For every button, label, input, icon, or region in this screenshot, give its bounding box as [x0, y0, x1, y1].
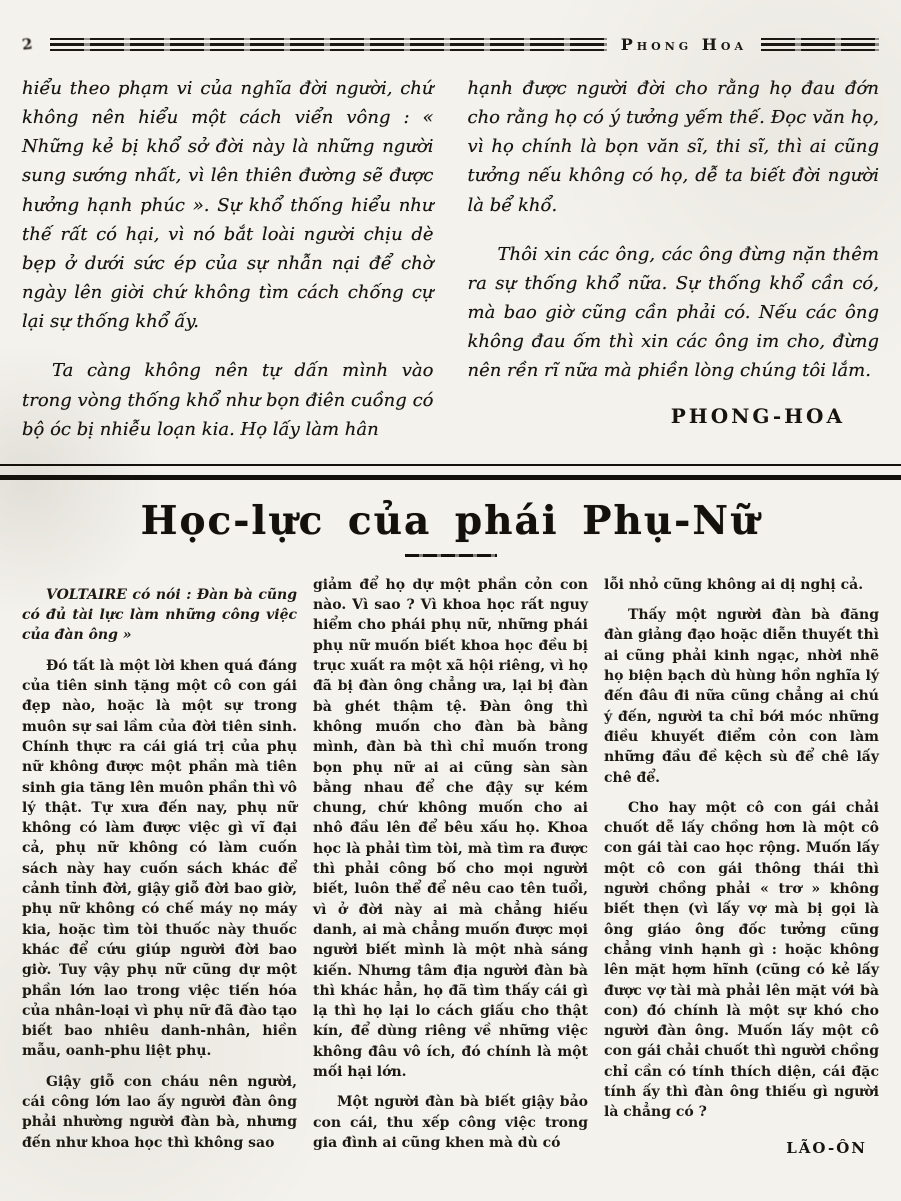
section-divider-rule — [0, 464, 901, 480]
paragraph: giảm để họ dự một phần cỏn con nào. Vì sao ? Vì khoa học rất nguy hiểm cho phái phụ nữ, những phái phụ nữ muốn biết khoa học đều bị trục xuất ra một xã hội riêng, vì họ đã bị đàn ông chẳng ưa, lại bị đàn bà ghét thậm tệ. Đàn ông thì không muốn cho đàn bà bằng mình, đàn bà thì chỉ muốn trong bọn phụ nữ ai ai cũng sàn sàn bằng nhau để che đậy sự kém chung, chứ không muốn cho ai nhô đầu lên để bêu xấu họ. Khoa học là phải tìm tòi, mà tìm ra được thì phải công bố cho mọi người biết, luôn thể để nêu cao tên tuổi, vì ở đời này ai mà chẳng hiếu danh, ai mà chẳng muốn được mọi người biết mình là một nhà sáng kiến. Nhưng tâm địa người đàn bà thì khác hẳn, họ đã tìm thấy cái gì lạ thì họ lại lo cách giấu cho thật kín, để dùng riêng về những việc không đâu vô ích, đó chính là một mối hại lớn. — [313, 576, 588, 1080]
body-column-2 — [313, 575, 588, 1157]
masthead-rule-left — [50, 38, 607, 51]
continuation-column-left — [22, 74, 434, 444]
article-continuation — [22, 74, 879, 444]
continuation-column-right — [468, 74, 880, 444]
paragraph: hiểu theo phạm vi của nghĩa đời người, chứ không nên hiểu một cách viển vông : « Những kẻ bị khổ sở đời này là những người sung sướng nhất, vì lên thiên đường sẽ được hưởng hạnh phúc ». Sự khổ thống hiểu như thế rất có hại, vì nó bắt loài người chịu dè bẹp ở dưới sức ép của sự nhẫn nại để chờ ngày lên giời chứ không tìm cách chống cự lại sự thống khổ ấy. — [22, 78, 434, 333]
masthead-rule-right — [761, 38, 879, 51]
masthead — [22, 30, 879, 58]
paragraph: Cho hay một cô con gái chải chuốt dễ lấy chồng hơn là một cô con gái tài cao học rộng. Muốn lấy một cô con gái thông thái thì người chồng phải « trơ » không biết thẹn (vì lấy vợ mà bị gọi là ông giáo ông đốc tưởng cũng chẳng vinh hạnh gì : hoặc không lên mặt hợm hĩnh (cũng có kẻ lấy được vợ tài mà phải lên mặt với bà con) đó chính là một sự khó cho người đàn ông. Muốn lấy một cô con gái chải chuốt thì người chồng chỉ cần có tính thích diện, cái đặc tính ấy thì đàn ông thiếu gì người là chẳng có ? — [604, 799, 879, 1121]
page-number: 2 — [21, 34, 34, 54]
paragraph: hạnh được người đời cho rằng họ đau đớn cho rằng họ có ý tưởng yếm thế. Đọc văn họ, vì họ chính là bọn văn sĩ, thi sĩ, thì ai cũng tưởng nếu không có họ, dễ ta biết đời người là bể khổ. — [467, 78, 879, 216]
signature-lao-on: LÃO-ÔN — [786, 1138, 867, 1157]
signature-phong-hoa: PHONG-HOA — [670, 403, 845, 428]
lead-paragraph: VOLTAIRE có nói : Đàn bà cũng có đủ tài lực làm những công việc của đàn ông » — [22, 586, 297, 644]
body-column-3 — [604, 575, 879, 1157]
article-headline: Học-lực của phái Phụ-Nữ — [140, 497, 761, 544]
body-column-1 — [22, 575, 297, 1157]
paragraph: Giậy giỗ con cháu nên người, cái công lớn lao ấy người đàn ông phải nhường người đàn bà, nhưng đến như khoa học thì không sao — [22, 1073, 297, 1151]
headline-underline-rule — [405, 554, 497, 557]
paragraph: Đó tất là một lời khen quá đáng của tiên sinh tặng một cô con gái đẹp nào, hoặc là một sự trong muôn sự sai lầm của đời tiên sinh. Chính thực ra cái giá trị của phụ nữ không được một phần mà tiên sinh gia tăng lên muôn phần thì vô lý thật. Tự xưa đến nay, phụ nữ không có làm được việc gì vĩ đại cả, phụ nữ không có làm cuốn sách này hay cuốn sách khác để cảnh tỉnh đời, giậy giỗ đời bao giờ, phụ nữ không có chế máy nọ máy kia, hoặc tìm tòi thuốc này thuốc khác để cứu giúp người đời bao giờ. Tuy vậy phụ nữ cũng dự một phần lớn lao trong việc tiến hóa của nhân-loại vì phụ nữ đã đào tạo biết bao nhiêu danh-nhân, hiền mẫu, oanh-phu liệt phụ. — [22, 657, 297, 1060]
paragraph: Một người đàn bà biết giậy bảo con cái, thu xếp công việc trong gia đình ai cũng khen mà dù có — [313, 1094, 588, 1151]
paragraph: Ta càng không nên tự dấn mình vào trong vòng thống khổ như bọn điên cuồng có bộ óc bị nhiễu loạn kia. Họ lấy làm hân — [22, 360, 434, 440]
paragraph: lỗi nhỏ cũng không ai dị nghị cả. — [604, 576, 864, 593]
article-hocluc-body — [22, 575, 879, 1157]
paragraph: Thôi xin các ông, các ông đừng nặn thêm ra sự thống khổ nữa. Sự thống khổ cần có, mà bao giờ cũng cần phải có. Nếu các ông không đau ốm thì xin các ông im cho, đừng nên rền rĩ nữa mà phiền lòng chúng tôi lắm. — [467, 243, 879, 382]
masthead-title: Phong Hoa — [620, 34, 747, 54]
paragraph: Thấy một người đàn bà đăng đàn giảng đạo hoặc diễn thuyết thì ai cũng phải kinh ngạc, nhời nhẽ họ biện bạch dù hùng hồn nghĩa lý đến đâu đi nữa cũng chẳng ai chú ý đến, người ta chỉ bới móc những điều khuyết điểm cỏn con làm những đầu đề kệch sù để chê lấy chê để. — [604, 607, 879, 786]
